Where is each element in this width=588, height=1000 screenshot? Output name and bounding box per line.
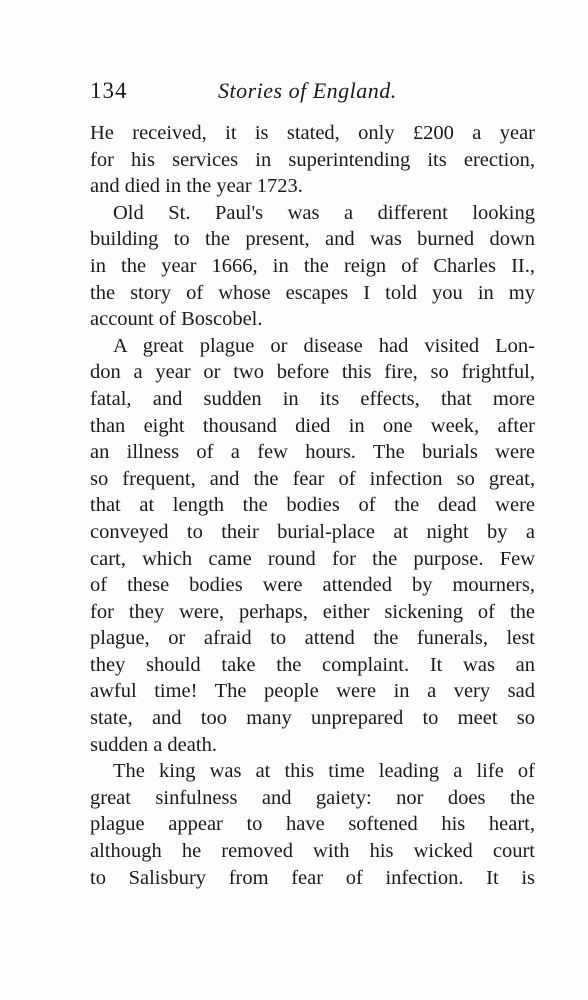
body-text [90,120,535,891]
text-line: of these bodies were attended by mourners, [90,574,535,597]
text-line: account of Boscobel. [90,308,263,331]
text-line: state, and too many unprepared to meet so [90,707,535,730]
text-line: for they were, perhaps, either sickening of the [90,600,535,623]
text-line: plague appear to have softened his heart, [90,813,535,836]
text-line: He received, it is stated, only £200 a year [90,122,535,144]
running-title: Stories of England. [218,78,397,103]
text-line: cart, which came round for the purpose. Few [90,547,535,570]
text-line: the story of whose escapes I told you in my [90,281,535,304]
text-line: Old St. Paul's was a different looking [113,201,535,224]
text-line: an illness of a few hours. The burials were [90,441,535,464]
text-line: for his services in superintending its erection, [90,148,535,171]
page-header [90,78,535,110]
text-line: don a year or two before this fire, so frightful, [90,361,535,384]
text-line: awful time! The people were in a very sad [90,680,535,703]
text-line: in the year 1666, in the reign of Charles II., [90,254,535,277]
text-line: to Salisbury from fear of infection. It is [90,866,535,889]
text-line: and died in the year 1723. [90,175,303,198]
text-line: A great plague or disease had visited Lon- [113,334,535,357]
text-line: that at length the bodies of the dead were [90,494,535,517]
text-line: than eight thousand died in one week, after [90,414,535,437]
text-line: so frequent, and the fear of infection so great, [90,467,535,490]
page-number: 134 [90,78,128,103]
text-line: although he removed with his wicked court [90,840,535,863]
text-line: fatal, and sudden in its effects, that more [90,387,535,410]
text-line: great sinfulness and gaiety: nor does the [90,786,535,809]
text-line: plague, or afraid to attend the funerals, lest [90,627,535,650]
text-line: building to the present, and was burned down [90,228,535,251]
text-line: The king was at this time leading a life of [113,760,535,783]
text-line: conveyed to their burial-place at night by a [90,520,535,543]
text-line: they should take the complaint. It was an [90,653,535,676]
text-line: sudden a death. [90,733,217,756]
